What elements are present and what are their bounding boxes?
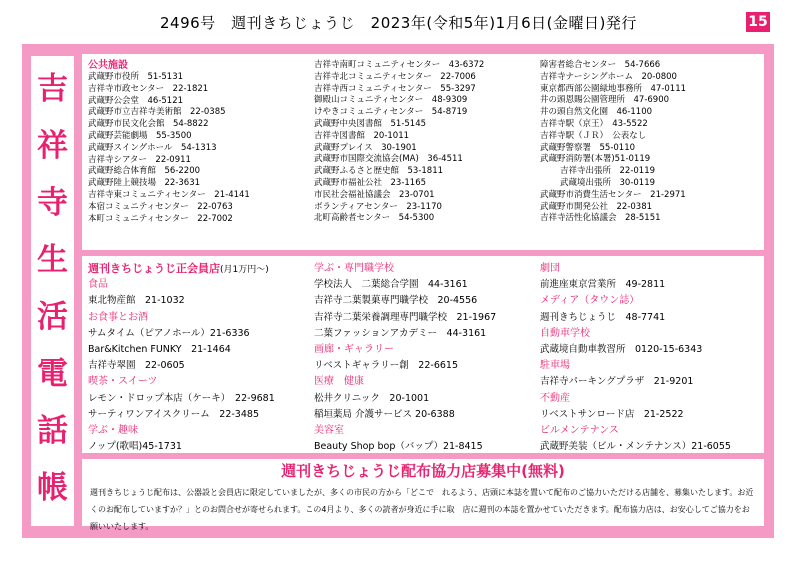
list-item: 武蔵野陸上競技場 22-3631 xyxy=(88,178,201,189)
list-item: 吉祥寺西コミュニティセンター 55-3297 xyxy=(314,83,476,94)
category-heading: 学ぶ・趣味 xyxy=(88,424,138,436)
list-item: Beauty Shop bop（バップ）21-8415 xyxy=(314,441,483,453)
list-item: 週刊きちじょうじ 48-7741 xyxy=(540,311,666,323)
list-item: 武蔵野消防署(本署)51-0119 xyxy=(540,154,651,165)
list-item: 松井クリニック 20-1001 xyxy=(314,392,430,404)
category-heading: 劇団 xyxy=(540,263,560,274)
list-item: 吉祥寺活性化協議会 28-5151 xyxy=(540,213,661,224)
category-heading: 美容室 xyxy=(314,424,344,436)
section-heading xyxy=(88,261,275,277)
list-item: 吉祥寺北コミュニティセンター 22-7006 xyxy=(314,71,476,82)
list-item: 二葉ファッションアカデミー 44-3161 xyxy=(314,327,487,339)
list-item: 学校法人 二葉総合学園 44-3161 xyxy=(314,279,468,291)
list-item: 本宿コミュニティセンター 22-0763 xyxy=(88,201,233,212)
side-title-char: 話 xyxy=(37,413,68,449)
list-item: けやきコミュニティセンター 54-8719 xyxy=(314,107,468,118)
list-item: 吉祥寺駅（京王） 43-5522 xyxy=(540,118,648,129)
member-heading: 週刊きちじょうじ正会員店 xyxy=(88,262,220,275)
page-number-badge: 15 xyxy=(746,12,770,32)
list-item: 吉祥寺翠園 22-0605 xyxy=(88,360,185,372)
category-heading: ビルメンテナンス xyxy=(540,424,619,436)
list-item: 障害者総合センター 54-7666 xyxy=(540,60,661,70)
list-item: 市民社会福祉協議会 23-0701 xyxy=(314,189,435,200)
side-title-char: 活 xyxy=(37,299,68,335)
list-item: ノップ(歌唱)45-1731 xyxy=(88,441,182,453)
list-item: 吉祥寺二葉製菓専門職学校 20-4556 xyxy=(314,295,478,307)
category-heading: 自動車学校 xyxy=(540,327,590,339)
recruit-body: 週刊きちじょうじ配布は、公器設と会員店に限定していましたが、多くの市民の方から「どこで れるよう、店頭に本誌を置いて配布のご協力いただける店舗を、募集いたします。お近くのお配布していますか？」とのお問合せが寄せられます。この4月より、多くの読者が身近に手に取 店に週刊の本誌を置かせていただきます。配布協力店は、お安心してご協力をお願いいたします。 xyxy=(90,488,754,531)
list-item: 武蔵境自動車教習所 0120-15-6343 xyxy=(540,343,703,355)
category-heading: 医療 健康 xyxy=(314,376,364,388)
list-item: 東京都西部公園緑地事務所 47-0111 xyxy=(540,83,687,94)
list-item: 武蔵境出張所 30-0119 xyxy=(560,177,656,188)
list-item: 吉祥寺二葉栄養調理専門職学校 21-1967 xyxy=(314,311,497,323)
category-heading: 駐車場 xyxy=(540,360,570,372)
public-col-1 xyxy=(88,60,250,225)
list-item: 御殿山コミュニティセンター 48-9309 xyxy=(314,95,468,106)
list-item: 吉祥寺シアター 22-0911 xyxy=(88,154,191,165)
list-item: 稲垣薬局 介護サービス 20-6388 xyxy=(314,408,455,420)
list-item: 吉祥寺南町コミュニティセンター 43-6372 xyxy=(314,60,485,70)
member-col-1 xyxy=(88,261,275,455)
recruit-title: 週刊きちじょうじ配布協力店募集中(無料) xyxy=(281,462,565,480)
list-item: 武蔵野市消費生活センター 21-2971 xyxy=(540,189,686,200)
list-item: 本町コミュニティセンター 22-7002 xyxy=(88,213,233,224)
list-item: 武蔵野市福祉公社 23-1165 xyxy=(314,177,427,188)
side-title-char: 寺 xyxy=(37,185,68,221)
member-heading-note: (月1万円〜) xyxy=(220,265,269,275)
list-item: 井の頭恩賜公園管理所 47-6900 xyxy=(540,95,670,106)
list-item: Bar&Kitchen FUNKY 21-1464 xyxy=(88,343,231,355)
list-item: ボランティアセンター 23-1170 xyxy=(314,201,442,212)
list-item: 武蔵野中央図書館 51-5145 xyxy=(314,118,427,129)
section-heading: 公共施設 xyxy=(88,60,128,71)
list-item: 吉祥寺駅（ＪＲ） 公表なし xyxy=(540,130,647,141)
category-heading: 不動産 xyxy=(540,392,570,404)
list-item: 武蔵野公会堂 46-5121 xyxy=(88,95,184,106)
category-heading: 食品 xyxy=(88,279,108,291)
category-heading: メディア（タウン誌） xyxy=(540,295,640,307)
category-heading: 画廊・ギャラリー xyxy=(314,343,394,355)
list-item: 武蔵野市立吉祥寺美術館 22-0385 xyxy=(88,107,226,118)
side-title xyxy=(31,56,74,526)
list-item: 吉祥寺パーキングプラザ 21-9201 xyxy=(540,376,694,388)
list-item: 吉祥寺図書館 20-1011 xyxy=(314,130,410,141)
public-col-3 xyxy=(540,60,686,225)
list-item: サーティワンアイスクリーム 22-3485 xyxy=(88,408,259,420)
list-item: 武蔵野市民文化会館 54-8822 xyxy=(88,119,209,130)
issue-info: 2496号 週刊きちじょうじ 2023年(令和5年)1月6日(金曜日)発行 xyxy=(160,14,637,32)
list-item: 武蔵野プレイス 30-1901 xyxy=(314,142,417,153)
list-item: 武蔵野市役所 51-5131 xyxy=(88,72,184,82)
list-item: 武蔵野市国際交流協会(MA) 36-4511 xyxy=(314,154,463,165)
category-heading: 喫茶・スイーツ xyxy=(88,376,158,388)
list-item: 吉祥寺ナーシングホーム 20-0800 xyxy=(540,71,677,82)
header xyxy=(0,12,794,36)
side-title-char: 生 xyxy=(37,242,68,278)
list-item: 北町高齢者センター 54-5300 xyxy=(314,213,435,224)
recruit-panel xyxy=(82,459,764,531)
member-shops-panel xyxy=(82,256,764,453)
public-col-2 xyxy=(314,60,484,225)
category-heading: お食事とお酒 xyxy=(88,311,148,323)
public-facilities-panel xyxy=(82,54,764,250)
list-item: 吉祥寺東コミュニティセンター 21-4141 xyxy=(88,189,250,200)
list-item: サムタイム（ピアノホール）21-6336 xyxy=(88,327,250,339)
side-title-char: 電 xyxy=(37,356,68,392)
list-item: 武蔵野ふるさと歴史館 53-1811 xyxy=(314,166,444,177)
list-item: 武蔵野美装（ビル・メンテナンス）21-6055 xyxy=(540,441,731,453)
list-item: 井の頭自然文化園 46-1100 xyxy=(540,107,653,118)
list-item: 吉祥寺市政センター 22-1821 xyxy=(88,83,209,94)
list-item: 武蔵野芸能劇場 55-3500 xyxy=(88,130,192,141)
side-title-char: 吉 xyxy=(37,71,68,107)
list-item: 武蔵野総合体育館 56-2200 xyxy=(88,166,201,177)
list-item: レモン・ドロップ本店（ケーキ） 22-9681 xyxy=(88,392,275,404)
side-title-char: 帳 xyxy=(37,470,68,506)
category-heading: 学ぶ・専門職学校 xyxy=(314,263,394,274)
list-item: 武蔵野スイングホール 54-1313 xyxy=(88,142,217,153)
member-col-2 xyxy=(314,261,496,455)
list-item: リベストサンロード店 21-2522 xyxy=(540,408,684,420)
directory-frame xyxy=(22,44,774,538)
list-item: 吉祥寺出張所 22-0119 xyxy=(560,166,656,177)
member-col-3 xyxy=(540,261,731,455)
list-item: リベストギャラリー創 22-6615 xyxy=(314,360,459,372)
list-item: 武蔵野警察署 55-0110 xyxy=(540,142,636,153)
side-title-char: 祥 xyxy=(37,128,68,164)
list-item: 東北物産館 21-1032 xyxy=(88,295,185,307)
list-item: 武蔵野市開発公社 22-0381 xyxy=(540,201,653,212)
list-item: 前進座東京営業所 49-2811 xyxy=(540,279,666,291)
